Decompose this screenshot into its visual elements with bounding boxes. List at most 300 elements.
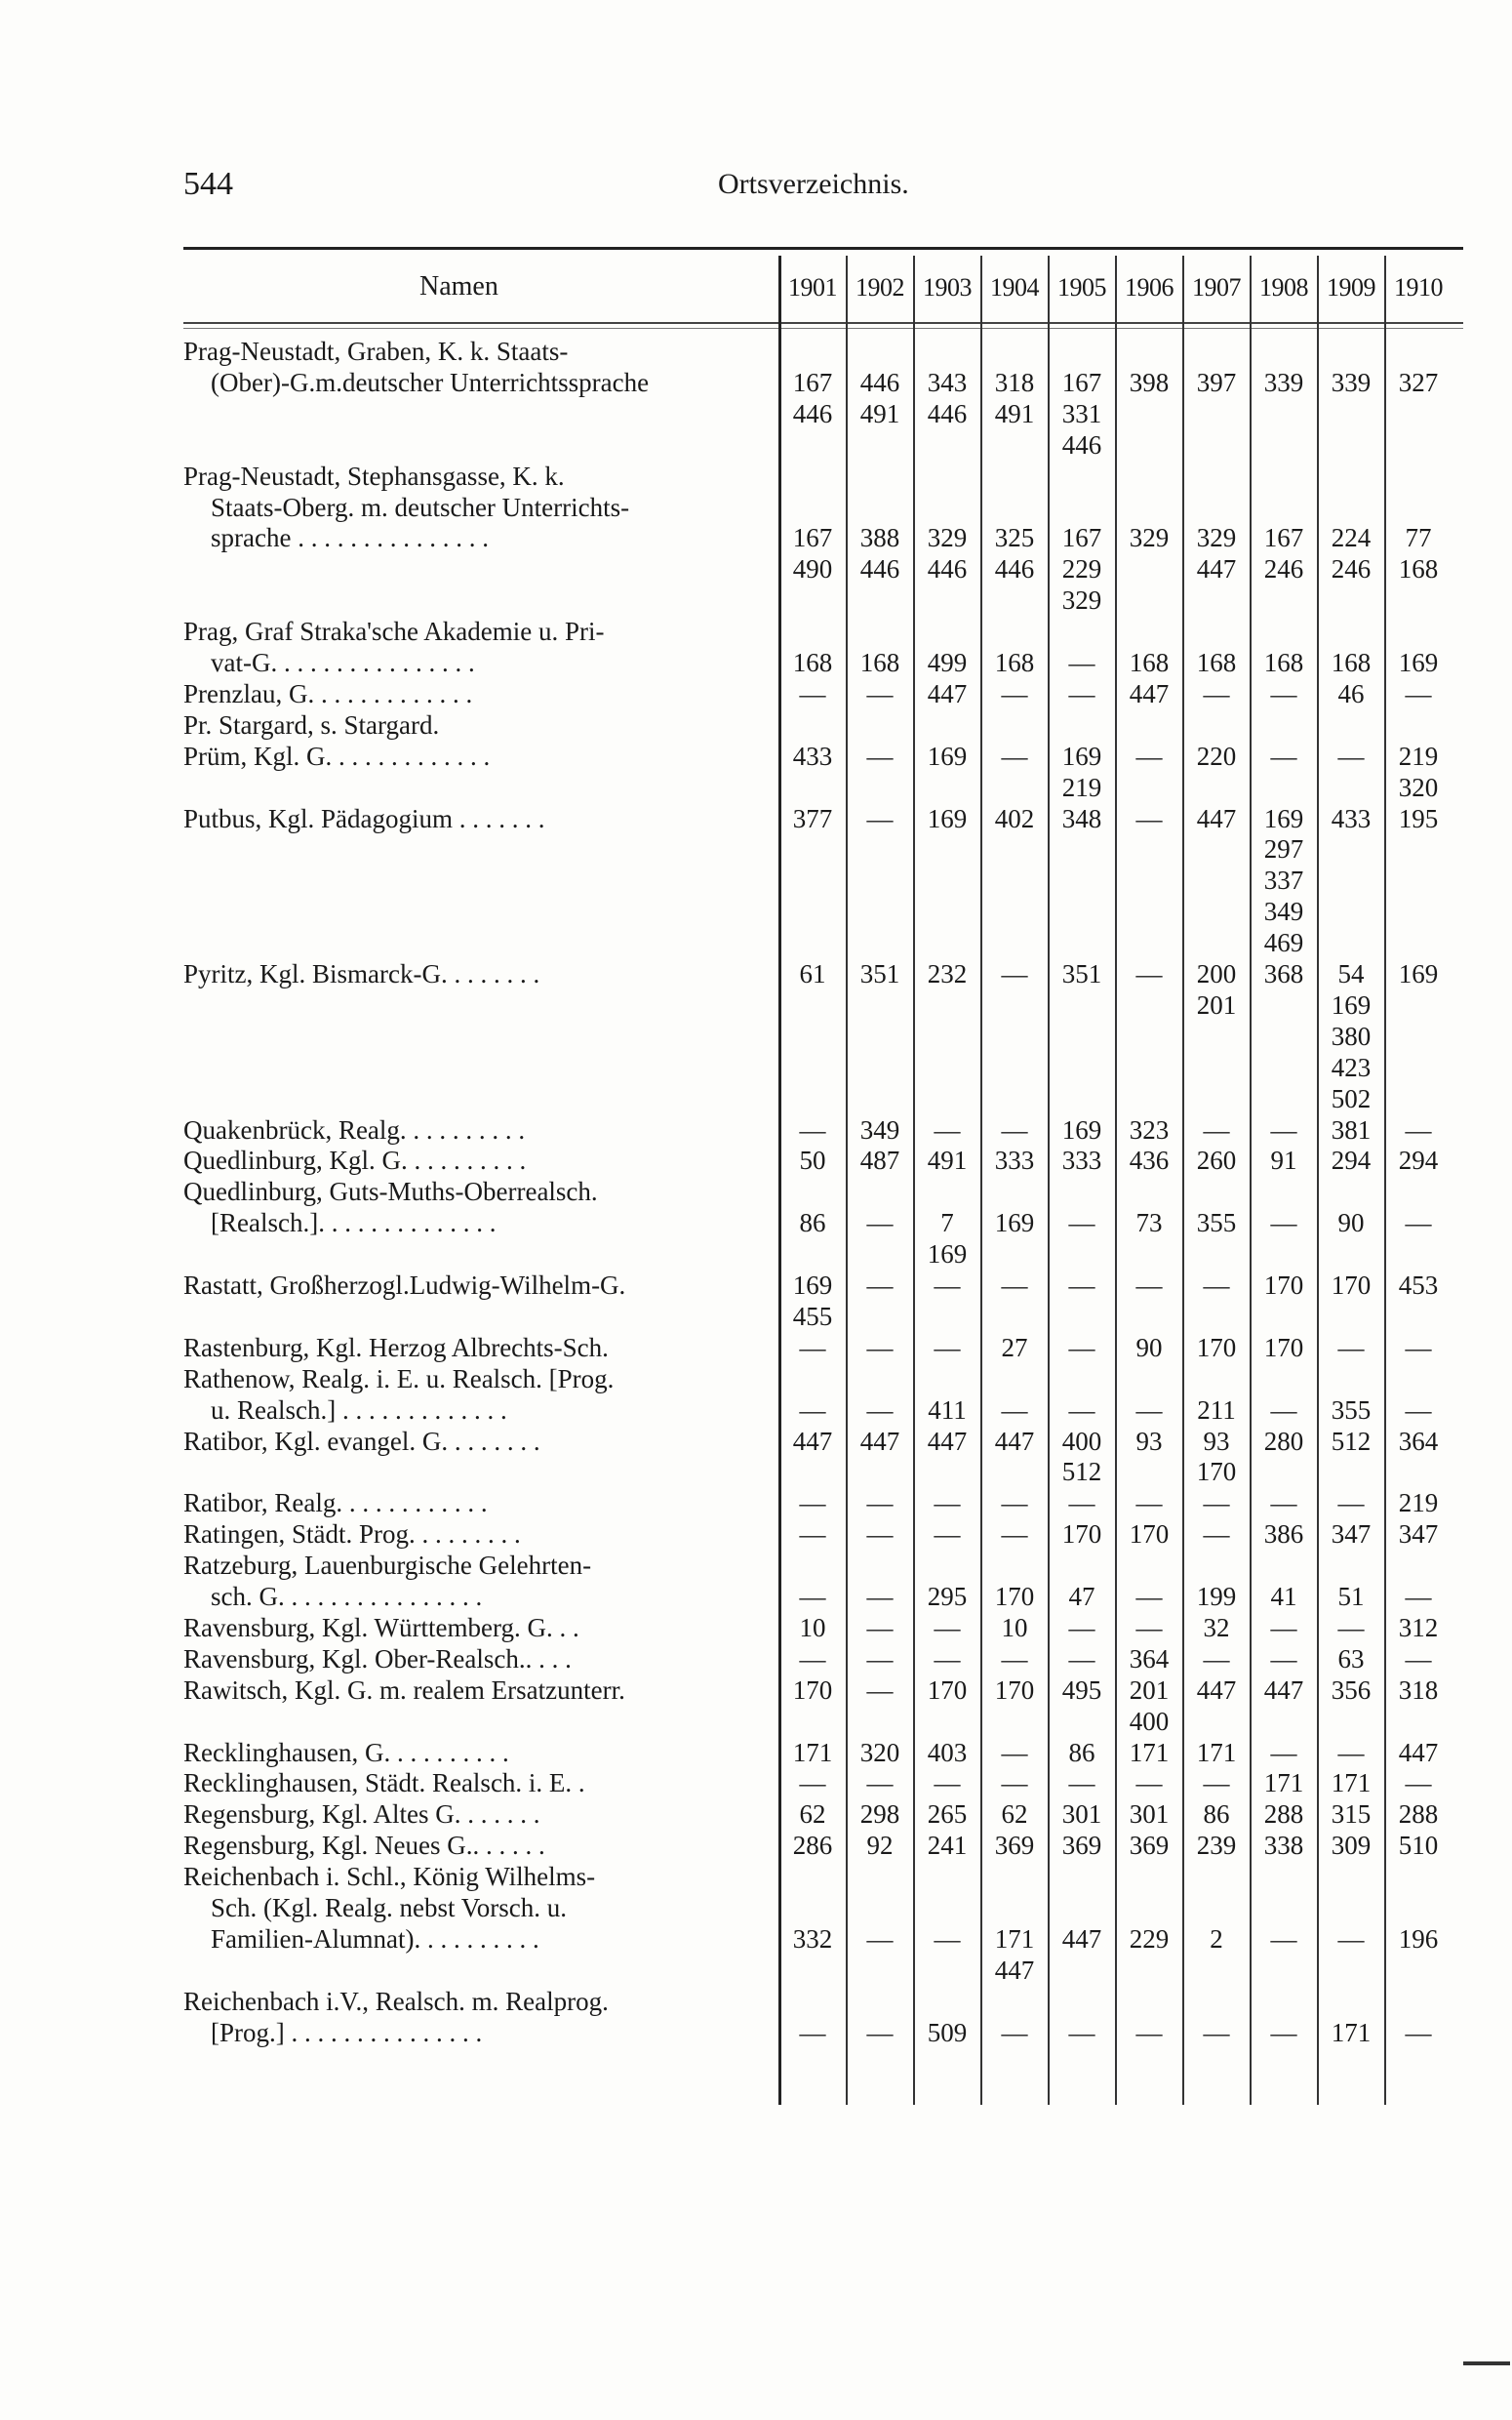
value-cell-1904: 491 xyxy=(994,399,1035,428)
table-row xyxy=(0,1612,1512,1643)
value-cell-1904: — xyxy=(1001,1395,1028,1425)
value-cell-1910: — xyxy=(1405,679,1432,708)
table-row xyxy=(0,896,1512,927)
school-name: Quedlinburg, Kgl. G. . . . . . . . . . xyxy=(183,1146,527,1175)
value-cell-1905: 400 xyxy=(1061,1427,1102,1456)
value-cell-1904: 10 xyxy=(1001,1613,1028,1642)
school-name: Recklinghausen, Städt. Realsch. i. E. . xyxy=(183,1768,585,1797)
year-header-1905: 1905 xyxy=(1057,273,1106,302)
value-cell-1907: 260 xyxy=(1196,1146,1237,1175)
value-cell-1907: 32 xyxy=(1203,1613,1230,1642)
year-header-1909: 1909 xyxy=(1327,273,1375,302)
school-name: Ratibor, Kgl. evangel. G. . . . . . . . xyxy=(183,1427,540,1456)
value-cell-1901: 490 xyxy=(792,554,833,584)
value-cell-1902: 446 xyxy=(859,554,900,584)
value-cell-1910: 327 xyxy=(1398,368,1439,397)
value-cell-1908: 469 xyxy=(1263,928,1304,957)
value-cell-1903: 447 xyxy=(927,1427,968,1456)
table-row xyxy=(0,1798,1512,1830)
value-cell-1904: 171 xyxy=(994,1924,1035,1954)
value-cell-1903: 265 xyxy=(927,1799,968,1829)
value-cell-1909: 63 xyxy=(1337,1644,1365,1674)
school-name: [Realsch.]. . . . . . . . . . . . . . xyxy=(211,1208,497,1237)
value-cell-1904: 168 xyxy=(994,648,1035,677)
school-name: u. Realsch.] . . . . . . . . . . . . . xyxy=(211,1395,507,1425)
value-cell-1902: 446 xyxy=(859,368,900,397)
school-name: Staats-Oberg. m. deutscher Unterrichts- xyxy=(211,493,630,522)
value-cell-1908: 288 xyxy=(1263,1799,1304,1829)
value-cell-1902: — xyxy=(866,804,894,833)
value-cell-1910: 169 xyxy=(1398,959,1439,988)
value-cell-1904: — xyxy=(1001,2018,1028,2047)
table-row xyxy=(0,1021,1512,1052)
table-row xyxy=(0,1581,1512,1612)
value-cell-1910: — xyxy=(1405,1395,1432,1425)
value-cell-1901: — xyxy=(799,1582,826,1611)
value-cell-1907: — xyxy=(1203,2018,1230,2047)
value-cell-1910: 364 xyxy=(1398,1427,1439,1456)
value-cell-1901: 332 xyxy=(792,1924,833,1954)
value-cell-1906: — xyxy=(1135,1768,1163,1797)
value-cell-1906: 369 xyxy=(1129,1831,1170,1860)
value-cell-1905: — xyxy=(1068,648,1095,677)
school-name: Ravensburg, Kgl. Ober-Realsch.. . . . xyxy=(183,1644,572,1674)
value-cell-1907: 329 xyxy=(1196,523,1237,552)
year-header-1902: 1902 xyxy=(855,273,904,302)
value-cell-1909: 339 xyxy=(1331,368,1372,397)
value-cell-1908: 167 xyxy=(1263,523,1304,552)
value-cell-1906: 400 xyxy=(1129,1707,1170,1736)
value-cell-1910: — xyxy=(1405,1115,1432,1145)
value-cell-1905: 331 xyxy=(1061,399,1102,428)
value-cell-1908: 170 xyxy=(1263,1270,1304,1300)
value-cell-1905: 369 xyxy=(1061,1831,1102,1860)
year-header-1903: 1903 xyxy=(923,273,972,302)
value-cell-1903: 329 xyxy=(927,523,968,552)
value-cell-1906: 329 xyxy=(1129,523,1170,552)
value-cell-1904: — xyxy=(1001,1519,1028,1549)
value-cell-1904: — xyxy=(1001,679,1028,708)
value-cell-1909: 380 xyxy=(1331,1022,1372,1051)
value-cell-1902: — xyxy=(866,1613,894,1642)
year-header-1904: 1904 xyxy=(990,273,1039,302)
value-cell-1908: 91 xyxy=(1270,1146,1297,1175)
value-cell-1905: — xyxy=(1068,1270,1095,1300)
value-cell-1905: 333 xyxy=(1061,1146,1102,1175)
table-row xyxy=(0,709,1512,741)
value-cell-1908: 168 xyxy=(1263,648,1304,677)
value-cell-1910: 196 xyxy=(1398,1924,1439,1954)
table-row xyxy=(0,678,1512,709)
value-cell-1902: — xyxy=(866,1924,894,1954)
value-cell-1906: 201 xyxy=(1129,1675,1170,1705)
value-cell-1908: 339 xyxy=(1263,368,1304,397)
value-cell-1901: 61 xyxy=(799,959,826,988)
value-cell-1908: — xyxy=(1270,1924,1297,1954)
table-row xyxy=(0,1083,1512,1114)
value-cell-1904: — xyxy=(1001,1115,1028,1145)
table-row xyxy=(0,1706,1512,1737)
value-cell-1904: 402 xyxy=(994,804,1035,833)
value-cell-1904: 333 xyxy=(994,1146,1035,1175)
value-cell-1909: 502 xyxy=(1331,1084,1372,1113)
page-number: 544 xyxy=(183,166,233,202)
value-cell-1910: 447 xyxy=(1398,1738,1439,1767)
value-cell-1906: — xyxy=(1135,1395,1163,1425)
table-row xyxy=(0,989,1512,1021)
value-cell-1910: 219 xyxy=(1398,742,1439,771)
value-cell-1902: — xyxy=(866,1488,894,1517)
value-cell-1901: 86 xyxy=(799,1208,826,1237)
table-row xyxy=(0,1176,1512,1207)
value-cell-1908: 280 xyxy=(1263,1427,1304,1456)
value-cell-1909: 347 xyxy=(1331,1519,1372,1549)
value-cell-1909: 224 xyxy=(1331,523,1372,552)
school-name: Regensburg, Kgl. Altes G. . . . . . . xyxy=(183,1799,540,1829)
value-cell-1902: — xyxy=(866,1519,894,1549)
value-cell-1901: 447 xyxy=(792,1427,833,1456)
value-cell-1902: 320 xyxy=(859,1738,900,1767)
school-name: Pyritz, Kgl. Bismarck-G. . . . . . . . xyxy=(183,959,540,988)
table-row xyxy=(0,1986,1512,2017)
value-cell-1909: 171 xyxy=(1331,2018,1372,2047)
value-cell-1908: — xyxy=(1270,2018,1297,2047)
value-cell-1905: 86 xyxy=(1068,1738,1095,1767)
table-row xyxy=(0,1550,1512,1581)
value-cell-1906: 171 xyxy=(1129,1738,1170,1767)
table-row xyxy=(0,1394,1512,1426)
table-row xyxy=(0,461,1512,492)
value-cell-1903: 447 xyxy=(927,679,968,708)
value-cell-1901: 62 xyxy=(799,1799,826,1829)
names-column-header: Namen xyxy=(419,271,498,302)
value-cell-1909: 433 xyxy=(1331,804,1372,833)
value-cell-1907: — xyxy=(1203,1115,1230,1145)
value-cell-1908: 349 xyxy=(1263,897,1304,926)
school-name: Putbus, Kgl. Pädagogium . . . . . . . xyxy=(183,804,545,833)
value-cell-1909: — xyxy=(1337,1333,1365,1362)
value-cell-1907: 447 xyxy=(1196,1675,1237,1705)
table-row xyxy=(0,958,1512,989)
value-cell-1905: — xyxy=(1068,1333,1095,1362)
school-name: Rathenow, Realg. i. E. u. Realsch. [Prog. xyxy=(183,1364,615,1393)
school-name: Recklinghausen, G. . . . . . . . . . xyxy=(183,1738,509,1767)
value-cell-1904: 446 xyxy=(994,554,1035,584)
value-cell-1909: 171 xyxy=(1331,1768,1372,1797)
table-row xyxy=(0,1332,1512,1363)
value-cell-1901: 455 xyxy=(792,1302,833,1331)
school-name: [Prog.] . . . . . . . . . . . . . . . xyxy=(211,2018,483,2047)
value-cell-1903: 446 xyxy=(927,399,968,428)
table-row xyxy=(0,585,1512,616)
value-cell-1906: 168 xyxy=(1129,648,1170,677)
value-cell-1908: 447 xyxy=(1263,1675,1304,1705)
value-cell-1910: 312 xyxy=(1398,1613,1439,1642)
value-cell-1906: 301 xyxy=(1129,1799,1170,1829)
value-cell-1908: 170 xyxy=(1263,1333,1304,1362)
value-cell-1903: 403 xyxy=(927,1738,968,1767)
value-cell-1909: 356 xyxy=(1331,1675,1372,1705)
value-cell-1906: 323 xyxy=(1129,1115,1170,1145)
value-cell-1903: 509 xyxy=(927,2018,968,2047)
value-cell-1904: — xyxy=(1001,742,1028,771)
value-cell-1905: 169 xyxy=(1061,1115,1102,1145)
value-cell-1908: — xyxy=(1270,1395,1297,1425)
value-cell-1908: — xyxy=(1270,679,1297,708)
table-row xyxy=(0,1456,1512,1487)
value-cell-1909: — xyxy=(1337,742,1365,771)
value-cell-1905: 495 xyxy=(1061,1675,1102,1705)
value-cell-1905: 329 xyxy=(1061,585,1102,615)
school-name: Regensburg, Kgl. Neues G.. . . . . . xyxy=(183,1831,545,1860)
table-row xyxy=(0,336,1512,367)
value-cell-1906: — xyxy=(1135,959,1163,988)
value-cell-1903: 169 xyxy=(927,1239,968,1269)
value-cell-1910: 168 xyxy=(1398,554,1439,584)
value-cell-1909: 168 xyxy=(1331,648,1372,677)
year-header-1907: 1907 xyxy=(1192,273,1241,302)
value-cell-1908: — xyxy=(1270,1644,1297,1674)
value-cell-1910: 453 xyxy=(1398,1270,1439,1300)
value-cell-1903: — xyxy=(934,1644,961,1674)
value-cell-1903: — xyxy=(934,1613,961,1642)
value-cell-1905: 447 xyxy=(1061,1924,1102,1954)
table-row xyxy=(0,522,1512,553)
value-cell-1903: 170 xyxy=(927,1675,968,1705)
value-cell-1908: 338 xyxy=(1263,1831,1304,1860)
value-cell-1903: 241 xyxy=(927,1831,968,1860)
table-row xyxy=(0,429,1512,461)
value-cell-1901: 168 xyxy=(792,648,833,677)
school-name: Prag, Graf Straka'sche Akademie u. Pri- xyxy=(183,617,605,646)
value-cell-1908: 297 xyxy=(1263,834,1304,864)
value-cell-1902: 487 xyxy=(859,1146,900,1175)
value-cell-1907: — xyxy=(1203,1488,1230,1517)
value-cell-1907: — xyxy=(1203,1270,1230,1300)
value-cell-1908: — xyxy=(1270,1488,1297,1517)
value-cell-1901: — xyxy=(799,1395,826,1425)
value-cell-1904: — xyxy=(1001,1488,1028,1517)
value-cell-1905: — xyxy=(1068,679,1095,708)
value-cell-1901: 377 xyxy=(792,804,833,833)
value-cell-1908: 169 xyxy=(1263,804,1304,833)
table-row xyxy=(0,1426,1512,1457)
value-cell-1906: 364 xyxy=(1129,1644,1170,1674)
school-name: Prenzlau, G. . . . . . . . . . . . . xyxy=(183,679,473,708)
value-cell-1901: 169 xyxy=(792,1270,833,1300)
value-cell-1910: — xyxy=(1405,1333,1432,1362)
table-row xyxy=(0,741,1512,772)
value-cell-1910: 219 xyxy=(1398,1488,1439,1517)
school-name: Reichenbach i.V., Realsch. m. Realprog. xyxy=(183,1987,609,2016)
value-cell-1904: — xyxy=(1001,1738,1028,1767)
value-cell-1907: 170 xyxy=(1196,1333,1237,1362)
value-cell-1910: — xyxy=(1405,1644,1432,1674)
table-row xyxy=(0,1518,1512,1550)
year-header-1901: 1901 xyxy=(788,273,837,302)
value-cell-1903: 446 xyxy=(927,554,968,584)
value-cell-1903: 491 xyxy=(927,1146,968,1175)
value-cell-1907: — xyxy=(1203,1768,1230,1797)
value-cell-1904: — xyxy=(1001,1644,1028,1674)
value-cell-1910: 77 xyxy=(1405,523,1432,552)
table-row xyxy=(0,865,1512,896)
table-row xyxy=(0,1830,1512,1861)
value-cell-1903: — xyxy=(934,1519,961,1549)
table-row xyxy=(0,647,1512,678)
value-cell-1908: — xyxy=(1270,1208,1297,1237)
value-cell-1903: 411 xyxy=(928,1395,967,1425)
value-cell-1910: 169 xyxy=(1398,648,1439,677)
value-cell-1903: 499 xyxy=(927,648,968,677)
value-cell-1901: 171 xyxy=(792,1738,833,1767)
value-cell-1902: 168 xyxy=(859,648,900,677)
table-row xyxy=(0,833,1512,865)
value-cell-1908: — xyxy=(1270,742,1297,771)
value-cell-1909: 355 xyxy=(1331,1395,1372,1425)
value-cell-1910: — xyxy=(1405,2018,1432,2047)
value-cell-1904: 369 xyxy=(994,1831,1035,1860)
value-cell-1901: 446 xyxy=(792,399,833,428)
school-name: sch. G. . . . . . . . . . . . . . . . xyxy=(211,1582,483,1611)
value-cell-1902: — xyxy=(866,1675,894,1705)
value-cell-1906: — xyxy=(1135,1270,1163,1300)
value-cell-1908: 368 xyxy=(1263,959,1304,988)
value-cell-1902: — xyxy=(866,1333,894,1362)
value-cell-1907: — xyxy=(1203,679,1230,708)
value-cell-1908: 246 xyxy=(1263,554,1304,584)
value-cell-1903: — xyxy=(934,1768,961,1797)
value-cell-1905: 219 xyxy=(1061,773,1102,802)
value-cell-1901: 50 xyxy=(799,1146,826,1175)
school-name: Ratibor, Realg. . . . . . . . . . . . xyxy=(183,1488,488,1517)
table-row xyxy=(0,616,1512,647)
school-name: Ratingen, Städt. Prog. . . . . . . . . xyxy=(183,1519,521,1549)
table-row xyxy=(0,927,1512,958)
value-cell-1901: — xyxy=(799,679,826,708)
value-cell-1904: 447 xyxy=(994,1956,1035,1985)
value-cell-1904: 27 xyxy=(1001,1333,1028,1362)
value-cell-1903: — xyxy=(934,1333,961,1362)
value-cell-1903: 169 xyxy=(927,804,968,833)
school-name: Ratzeburg, Lauenburgische Gelehrten- xyxy=(183,1551,592,1580)
school-name: Quakenbrück, Realg. . . . . . . . . . xyxy=(183,1115,526,1145)
scan-edge-mark xyxy=(1463,2361,1510,2365)
value-cell-1906: 398 xyxy=(1129,368,1170,397)
value-cell-1906: 436 xyxy=(1129,1146,1170,1175)
value-cell-1910: — xyxy=(1405,1768,1432,1797)
value-cell-1903: 232 xyxy=(927,959,968,988)
school-name: Ravensburg, Kgl. Württemberg. G. . . xyxy=(183,1613,579,1642)
value-cell-1904: 318 xyxy=(994,368,1035,397)
table-row xyxy=(0,367,1512,398)
table-row xyxy=(0,398,1512,429)
value-cell-1910: 288 xyxy=(1398,1799,1439,1829)
table-row xyxy=(0,1052,1512,1083)
value-cell-1905: 167 xyxy=(1061,523,1102,552)
value-cell-1905: 301 xyxy=(1061,1799,1102,1829)
value-cell-1910: 318 xyxy=(1398,1675,1439,1705)
value-cell-1901: — xyxy=(799,2018,826,2047)
value-cell-1901: 167 xyxy=(792,368,833,397)
value-cell-1909: 51 xyxy=(1337,1582,1365,1611)
value-cell-1909: 381 xyxy=(1331,1115,1372,1145)
value-cell-1902: 92 xyxy=(866,1831,894,1860)
value-cell-1905: — xyxy=(1068,1488,1095,1517)
value-cell-1909: 46 xyxy=(1337,679,1365,708)
value-cell-1903: — xyxy=(934,1270,961,1300)
value-cell-1901: — xyxy=(799,1115,826,1145)
value-cell-1906: — xyxy=(1135,804,1163,833)
value-cell-1903: 7 xyxy=(940,1208,954,1237)
value-cell-1901: — xyxy=(799,1333,826,1362)
value-cell-1906: 93 xyxy=(1135,1427,1163,1456)
value-cell-1904: 170 xyxy=(994,1582,1035,1611)
value-cell-1901: 433 xyxy=(792,742,833,771)
value-cell-1905: 169 xyxy=(1061,742,1102,771)
running-head: Ortsverzeichnis. xyxy=(718,168,909,200)
value-cell-1905: 170 xyxy=(1061,1519,1102,1549)
table-row xyxy=(0,1737,1512,1768)
value-cell-1903: — xyxy=(934,1488,961,1517)
value-cell-1908: 337 xyxy=(1263,866,1304,895)
value-cell-1905: 351 xyxy=(1061,959,1102,988)
value-cell-1903: — xyxy=(934,1924,961,1954)
table-row xyxy=(0,1207,1512,1238)
value-cell-1901: 286 xyxy=(792,1831,833,1860)
value-cell-1903: 169 xyxy=(927,742,968,771)
value-cell-1905: 167 xyxy=(1061,368,1102,397)
school-name: sprache . . . . . . . . . . . . . . . xyxy=(211,523,489,552)
table-row xyxy=(0,1955,1512,1986)
value-cell-1902: 388 xyxy=(859,523,900,552)
table-row xyxy=(0,1270,1512,1301)
value-cell-1903: 295 xyxy=(927,1582,968,1611)
table-row xyxy=(0,1892,1512,1923)
value-cell-1910: 347 xyxy=(1398,1519,1439,1549)
value-cell-1906: — xyxy=(1135,1488,1163,1517)
school-name: Pr. Stargard, s. Stargard. xyxy=(183,710,440,740)
value-cell-1902: 447 xyxy=(859,1427,900,1456)
value-cell-1902: — xyxy=(866,1270,894,1300)
value-cell-1907: 171 xyxy=(1196,1738,1237,1767)
value-cell-1903: 343 xyxy=(927,368,968,397)
value-cell-1907: 170 xyxy=(1196,1457,1237,1486)
school-name: Rastatt, Großherzogl.Ludwig-Wilhelm-G. xyxy=(183,1270,626,1300)
value-cell-1905: — xyxy=(1068,1395,1095,1425)
value-cell-1907: 201 xyxy=(1196,990,1237,1020)
value-cell-1902: — xyxy=(866,1208,894,1237)
table-row xyxy=(0,1923,1512,1955)
value-cell-1906: — xyxy=(1135,2018,1163,2047)
value-cell-1901: 167 xyxy=(792,523,833,552)
value-cell-1901: — xyxy=(799,1644,826,1674)
value-cell-1906: 229 xyxy=(1129,1924,1170,1954)
value-cell-1902: — xyxy=(866,1582,894,1611)
value-cell-1905: 229 xyxy=(1061,554,1102,584)
value-cell-1907: 447 xyxy=(1196,804,1237,833)
value-cell-1902: 298 xyxy=(859,1799,900,1829)
value-cell-1909: 90 xyxy=(1337,1208,1365,1237)
value-cell-1902: — xyxy=(866,1644,894,1674)
value-cell-1908: — xyxy=(1270,1738,1297,1767)
value-cell-1909: 169 xyxy=(1331,990,1372,1020)
school-name: Familien-Alumnat). . . . . . . . . . xyxy=(211,1924,539,1954)
school-name: Quedlinburg, Guts-Muths-Oberrealsch. xyxy=(183,1177,598,1206)
value-cell-1906: 170 xyxy=(1129,1519,1170,1549)
value-cell-1909: 294 xyxy=(1331,1146,1372,1175)
value-cell-1908: — xyxy=(1270,1115,1297,1145)
